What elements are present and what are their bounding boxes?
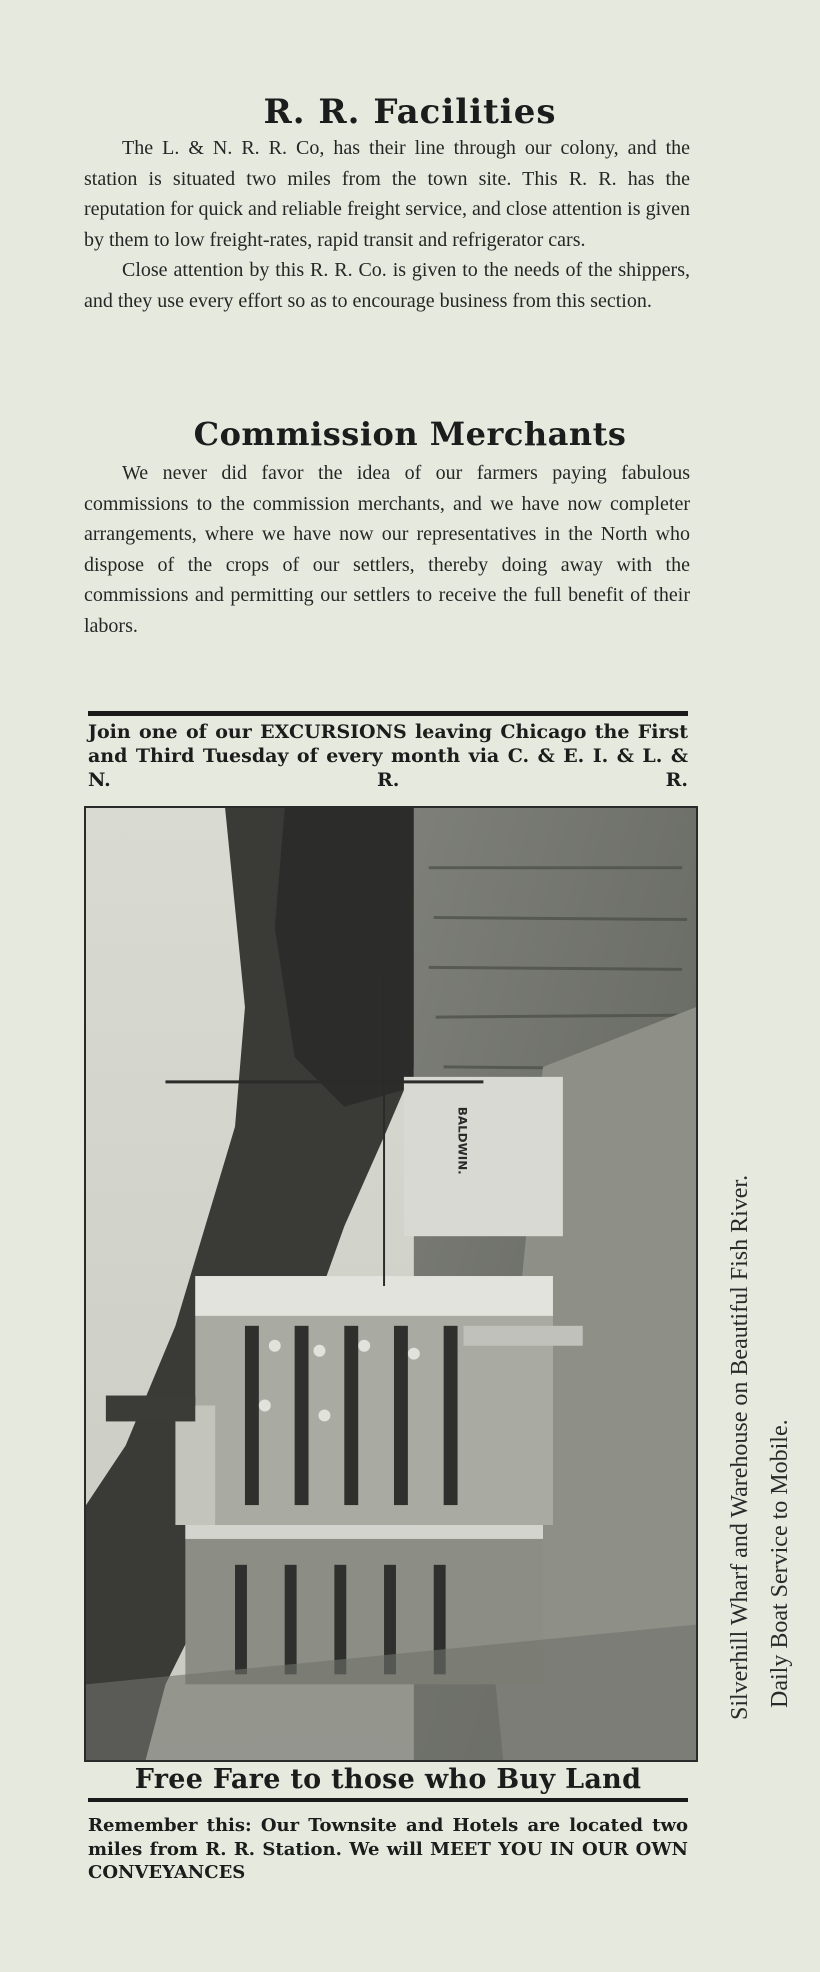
divider-rule-bottom — [88, 1798, 688, 1802]
boat-name-label: BALDWIN. — [455, 1106, 470, 1175]
rr-facilities-heading: R. R. Facilities — [263, 92, 557, 132]
commission-merchants-heading: Commission Merchants — [193, 415, 627, 453]
rr-facilities-paragraph-2: Close attention by this R. R. Co. is given to the needs of the shippers, and they use every effort so as to encourage business from this section. — [84, 259, 690, 312]
excursion-notice: Join one of our EXCURSIONS leaving Chicago the First and Third Tuesday of every month via C. & E. I. & L. & N. R. R. — [88, 721, 688, 791]
remember-notice: Remember this: Our Townsite and Hotels are located two miles from R. R. Station. We will MEET YOU IN OUR OWN CONVEYANCES — [88, 1815, 688, 1883]
commission-merchants-text — [84, 458, 690, 641]
caption-line-1: Silverhill Wharf and Warehouse on Beautiful Fish River. — [727, 1174, 753, 1720]
steamboat-illustration — [86, 808, 696, 1760]
commission-merchants-paragraph: We never did favor the idea of our farmers paying fabulous commissions to the commission merchants, and we have now completer arrangements, where we have now our representatives in the North who dispose of the crops of our settlers, thereby doing away with the commissions and permitting our settlers to receive the full benefit of their labors. — [84, 462, 690, 637]
free-fare-headline: Free Fare to those who Buy Land — [134, 1764, 642, 1795]
rr-facilities-paragraph-1: The L. & N. R. R. Co, has their line through our colony, and the station is situated two miles from the town site. This R. R. has the reputation for quick and reliable freight service, and close attention is given by them to low freight-rates, rapid transit and refrigerator cars. — [84, 137, 690, 251]
photo-side-caption — [720, 900, 800, 1720]
caption-line-2: Daily Boat Service to Mobile. — [767, 1419, 793, 1708]
steamboat-photo — [84, 806, 698, 1762]
divider-rule — [88, 711, 688, 716]
rr-facilities-text — [84, 133, 690, 316]
